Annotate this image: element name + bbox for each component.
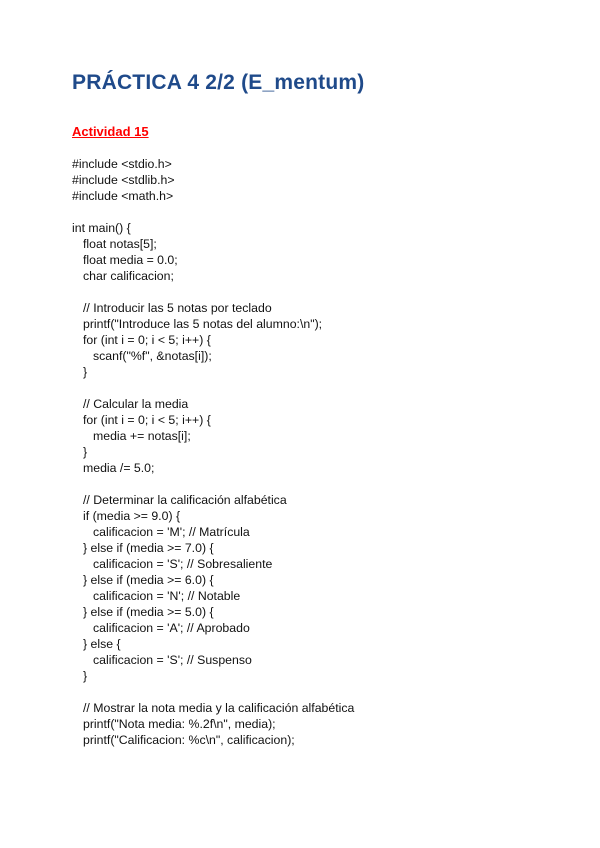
code-line: [72, 204, 354, 220]
code-line: calificacion = 'S'; // Sobresaliente: [93, 557, 273, 571]
code-line: printf("Nota media: %.2f\n", media);: [83, 717, 276, 731]
code-line: } else if (media >= 6.0) {: [83, 573, 214, 587]
code-line: #include <stdio.h>: [72, 157, 172, 171]
code-line: float media = 0.0;: [83, 253, 178, 267]
code-line: [72, 284, 354, 300]
code-block: [72, 156, 354, 748]
code-line: float notas[5];: [83, 237, 157, 251]
code-line: scanf("%f", &notas[i]);: [93, 349, 212, 363]
code-line: }: [83, 669, 88, 683]
code-line: calificacion = 'N'; // Notable: [93, 589, 241, 603]
code-line: // Mostrar la nota media y la calificación alfabética: [83, 701, 355, 715]
code-line: for (int i = 0; i < 5; i++) {: [83, 333, 211, 347]
code-line: int main() {: [72, 221, 131, 235]
code-line: calificacion = 'M'; // Matrícula: [93, 525, 250, 539]
code-line: media /= 5.0;: [83, 461, 155, 475]
code-line: } else if (media >= 7.0) {: [83, 541, 214, 555]
code-line: media += notas[i];: [93, 429, 191, 443]
code-line: calificacion = 'A'; // Aprobado: [93, 621, 250, 635]
code-line: // Determinar la calificación alfabética: [83, 493, 287, 507]
page-title: PRÁCTICA 4 2/2 (E_mentum): [72, 71, 365, 94]
code-line: calificacion = 'S'; // Suspenso: [93, 653, 252, 667]
code-line: if (media >= 9.0) {: [83, 509, 181, 523]
code-line: printf("Calificacion: %c\n", calificacion);: [83, 733, 295, 747]
code-line: #include <math.h>: [72, 189, 174, 203]
code-line: printf("Introduce las 5 notas del alumno:\n");: [83, 317, 323, 331]
code-line: } else if (media >= 5.0) {: [83, 605, 214, 619]
code-line: char calificacion;: [83, 269, 174, 283]
code-line: } else {: [83, 637, 121, 651]
code-line: // Introducir las 5 notas por teclado: [83, 301, 272, 315]
code-line: #include <stdlib.h>: [72, 173, 175, 187]
code-line: for (int i = 0; i < 5; i++) {: [83, 413, 211, 427]
code-line: // Calcular la media: [83, 397, 189, 411]
code-line: [72, 380, 354, 396]
code-line: }: [83, 365, 88, 379]
section-heading: Actividad 15: [72, 124, 149, 139]
code-line: [72, 476, 354, 492]
code-line: [72, 684, 354, 700]
code-line: }: [83, 445, 88, 459]
